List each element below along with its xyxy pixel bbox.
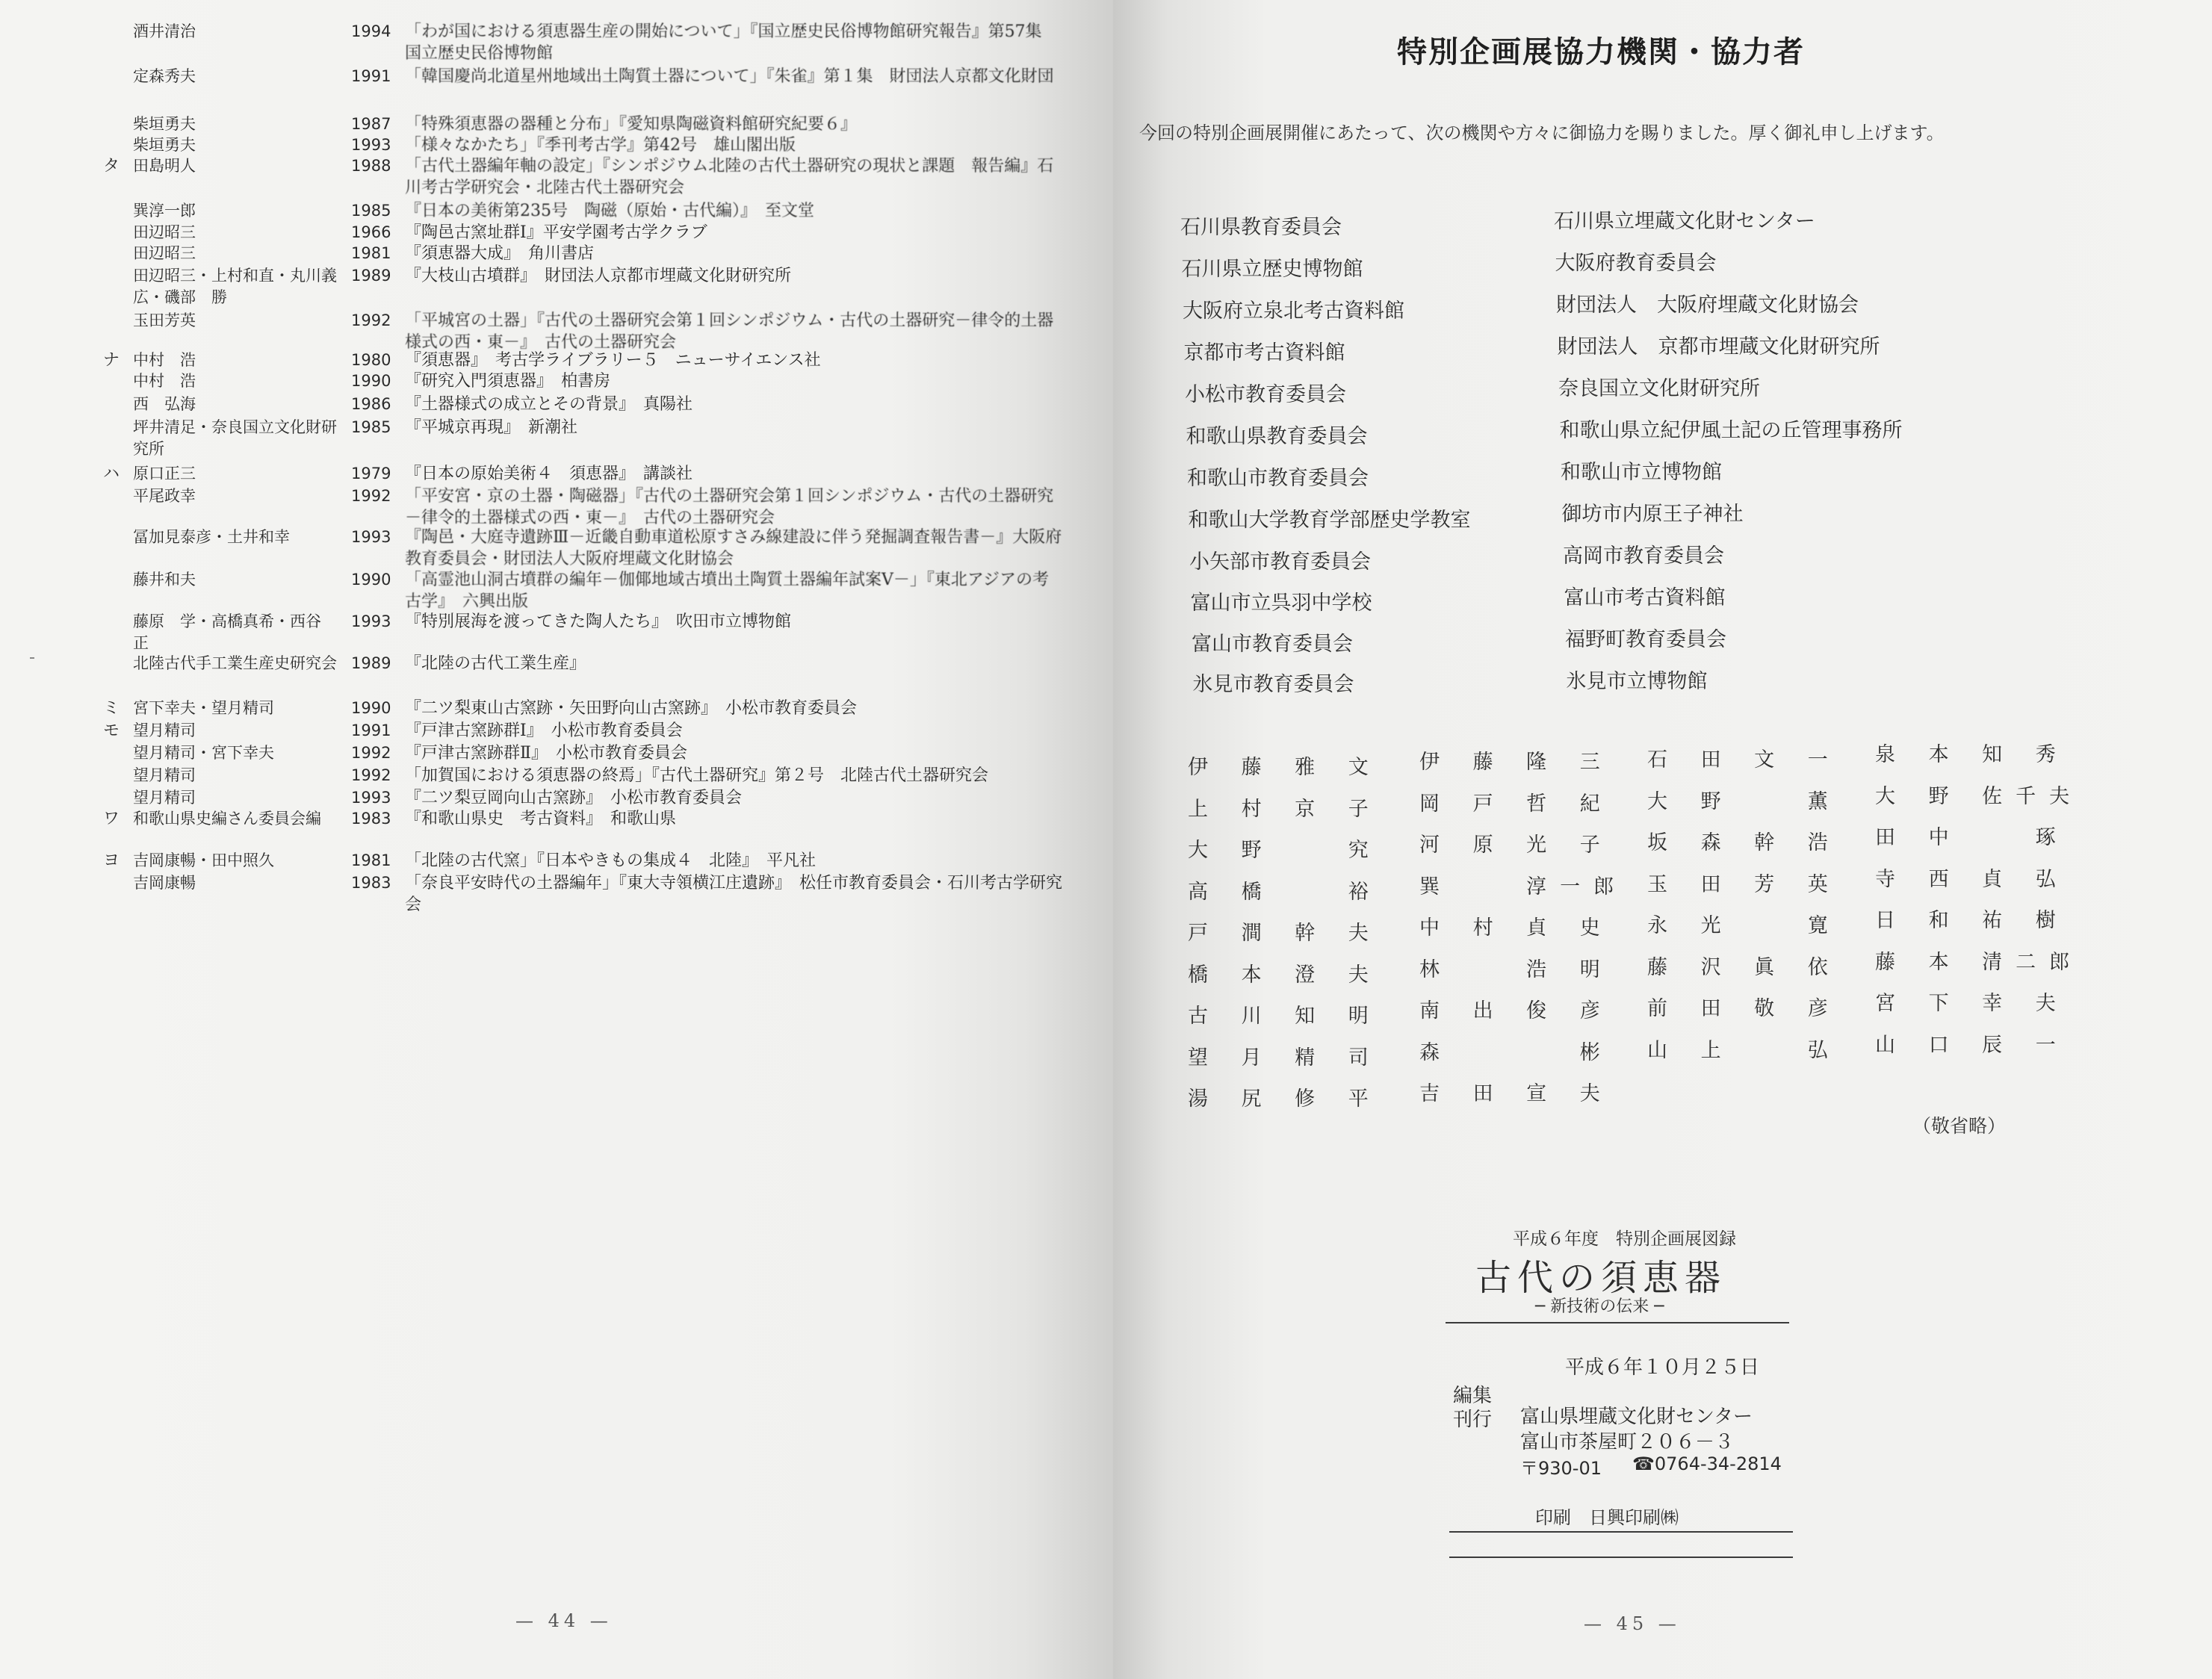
reference-author: 玉田芳英 [133, 311, 196, 329]
reference-index-kana: モ [103, 721, 120, 740]
reference-title: 『陶邑・大庭寺遺跡Ⅲ－近畿自動車道松原すさみ線建設に伴う発掘調査報告書－』大阪府教育委員会・財団法人大阪府埋蔵文化財協会 [405, 528, 1062, 568]
reference-index-kana: ナ [103, 351, 120, 370]
reference-title: 『北陸の古代工業生産』 [405, 654, 586, 673]
organization-name: 高岡市教育委員会 [1563, 544, 1724, 568]
reference-title: 「加賀国における須恵器の終焉」『古代土器研究』第２号 北陸古代土器研究会 [405, 766, 989, 785]
contributor-name: 戸 澗 幹 夫 [1188, 922, 1382, 945]
reference-author: 吉岡康暢・田中照久 [133, 851, 274, 869]
organization-name: 和歌山市教育委員会 [1187, 467, 1369, 490]
reference-author: 柴垣勇夫 [133, 136, 196, 154]
contributor-name: 田 中 琢 [1875, 826, 2069, 849]
reference-title: 『土器様式の成立とその背景』 真陽社 [405, 395, 693, 414]
reference-title: 「平城宮の土器」『古代の土器研究会第１回シンポジウム・古代の土器研究－律令的土器様式の西・東－』 古代の土器研究会 [405, 311, 1054, 352]
reference-year: 1989 [351, 267, 391, 285]
reference-author: 中村 浩 [133, 372, 196, 390]
contributor-name: 河 原 光 子 [1419, 834, 1614, 857]
reference-author: 柴垣勇夫 [133, 115, 196, 133]
reference-year: 1990 [351, 699, 391, 717]
contributor-name: 寺 西 貞 弘 [1875, 867, 2069, 891]
contributor-name: 望 月 精 司 [1188, 1046, 1382, 1070]
organization-name: 財団法人 大阪府埋蔵文化財協会 [1556, 294, 1859, 317]
organization-name: 富山市立呉羽中学校 [1190, 592, 1372, 615]
colophon-date: 平成６年１０月２５日 [1565, 1356, 1760, 1379]
contributor-name: 坂 森 幹 浩 [1647, 831, 1841, 854]
reference-year: 1993 [351, 528, 391, 546]
colophon-title: 古代の須恵器 [1475, 1257, 1727, 1299]
page-mark [30, 657, 34, 659]
reference-index-kana: ミ [103, 699, 120, 718]
page-number-right: — 45 — [1584, 1613, 1681, 1634]
contributor-name: 湯 尻 修 平 [1188, 1087, 1382, 1111]
reference-year: 1986 [351, 395, 391, 413]
reference-year: 1988 [351, 157, 391, 175]
reference-author: 望月精司 [133, 721, 196, 739]
colophon-label-edit: 編集 [1453, 1385, 1493, 1407]
contributor-name: 上 村 京 子 [1188, 797, 1382, 821]
reference-title: 『陶邑古窯址群Ⅰ』平安学園考古学クラブ [405, 223, 707, 242]
contributor-name: 巽 淳一郎 [1419, 875, 1628, 899]
reference-title: 『和歌山県史 考古資料』 和歌山県 [405, 810, 677, 828]
colophon-series: 平成６年度 特別企画展図録 [1513, 1229, 1736, 1249]
contributor-name: 藤 沢 眞 依 [1647, 955, 1841, 979]
colophon-rule [1449, 1557, 1793, 1558]
reference-year: 1993 [351, 136, 391, 154]
organization-name: 石川県教育委員会 [1180, 216, 1342, 239]
contributor-name: 林 浩 明 [1419, 958, 1614, 981]
reference-author: 西 弘海 [133, 395, 196, 413]
contributor-name: 大 野 究 [1188, 839, 1382, 862]
organization-name: 御坊市内原王子神社 [1561, 503, 1744, 526]
reference-year: 1992 [351, 766, 391, 784]
reference-author: 平尾政幸 [133, 487, 196, 505]
reference-author: 望月精司 [133, 766, 196, 784]
reference-author: 田辺昭三・上村和直・丸川義広・磯部 勝 [133, 267, 337, 306]
reference-author: 望月精司・宮下幸夫 [133, 744, 274, 762]
colophon-rule [1449, 1531, 1793, 1533]
reference-title: 「韓国慶尚北道星州地域出土陶質土器について」『朱雀』第１集 財団法人京都文化財団 [405, 67, 1054, 86]
reference-year: 1985 [351, 418, 391, 436]
reference-title: 「古代土器編年軸の設定」『シンポジウム北陸の古代土器研究の現状と課題 報告編』石川考古学研究会・北陸古代土器研究会 [405, 157, 1054, 197]
reference-year: 1979 [351, 465, 391, 482]
reference-author: 中村 浩 [133, 351, 196, 369]
contributor-name: 橋 本 澄 夫 [1188, 963, 1382, 987]
organization-name: 小矢部市教育委員会 [1189, 550, 1371, 574]
reference-index-kana: ワ [103, 810, 120, 828]
colophon-address: 富山市茶屋町２０６－３ [1520, 1431, 1735, 1453]
reference-author: 定森秀夫 [133, 67, 196, 85]
omitted-honorifics-note: （敬省略） [1912, 1115, 2007, 1137]
reference-year: 1991 [351, 67, 391, 85]
reference-year: 1983 [351, 810, 391, 828]
contributor-name: 吉 田 宣 夫 [1419, 1082, 1614, 1105]
contributor-name: 高 橋 裕 [1188, 880, 1382, 904]
reference-year: 1985 [351, 202, 391, 220]
colophon-rule [1446, 1322, 1789, 1323]
organization-name: 大阪府教育委員会 [1555, 252, 1717, 275]
contributor-name: 宮 下 幸 夫 [1875, 992, 2069, 1015]
contributor-name: 古 川 知 明 [1188, 1005, 1382, 1028]
reference-year: 1993 [351, 789, 391, 807]
reference-year: 1990 [351, 372, 391, 390]
reference-index-kana: タ [103, 157, 120, 176]
contributor-name: 藤 本 清二郎 [1875, 950, 2084, 974]
contributor-name: 岡 戸 哲 紀 [1419, 792, 1614, 816]
reference-title: 『戸津古窯跡群Ⅱ』 小松市教育委員会 [405, 744, 687, 763]
contributor-name: 伊 藤 雅 文 [1188, 756, 1382, 779]
reference-title: 『特別展海を渡ってきた陶人たち』 吹田市立博物館 [405, 612, 792, 631]
contributor-name: 前 田 敬 彦 [1647, 997, 1841, 1020]
reference-title: 『日本の原始美術４ 須恵器』 講談社 [405, 465, 693, 483]
reference-author: 藤井和夫 [133, 571, 196, 589]
contributor-name: 泉 本 知 秀 [1875, 743, 2069, 766]
reference-year: 1966 [351, 223, 391, 241]
reference-year: 1992 [351, 311, 391, 329]
page-number-left: — 44 — [515, 1610, 613, 1631]
reference-title: 「様々なかたち」『季刊考古学』第42号 雄山閣出版 [405, 136, 796, 155]
contributor-name: 大 野 佐千夫 [1875, 784, 2084, 808]
reference-year: 1992 [351, 744, 391, 762]
reference-title: 『日本の美術第235号 陶磁（原始・古代編）』 至文堂 [405, 202, 814, 220]
reference-author: 望月精司 [133, 789, 196, 807]
organization-name: 京都市考古資料館 [1183, 341, 1345, 364]
organization-name: 和歌山県教育委員会 [1186, 425, 1368, 448]
reference-author: 吉岡康暢 [133, 874, 196, 892]
reference-title: 『研究入門須恵器』 柏書房 [405, 372, 611, 391]
reference-year: 1990 [351, 571, 391, 589]
reference-author: 酒井清治 [133, 22, 196, 40]
organization-name: 小松市教育委員会 [1185, 383, 1346, 406]
organization-name: 石川県立歴史博物館 [1181, 258, 1363, 281]
page-heading: 特別企画展協力機関・協力者 [1397, 35, 1805, 69]
organization-name: 奈良国立文化財研究所 [1558, 377, 1760, 400]
contributor-name: 大 野 薫 [1647, 789, 1841, 813]
reference-index-kana: ハ [103, 465, 120, 483]
organization-name: 大阪府立泉北考古資料館 [1183, 300, 1404, 323]
organization-name: 氷見市教育委員会 [1192, 673, 1354, 696]
reference-title: 『大枝山古墳群』 財団法人京都市埋蔵文化財研究所 [405, 267, 792, 285]
organization-name: 財団法人 京都市埋蔵文化財研究所 [1557, 335, 1880, 359]
reference-title: 「平安宮・京の土器・陶磁器」『古代の土器研究会第１回シンポジウム・古代の土器研究－律令的土器様式の西・東－』 古代の土器研究会 [405, 487, 1054, 527]
reference-title: 『戸津古窯跡群Ⅰ』 小松市教育委員会 [405, 721, 683, 740]
contributor-name: 玉 田 芳 英 [1647, 872, 1841, 896]
contributor-name: 石 田 文 一 [1647, 748, 1841, 772]
reference-year: 1994 [351, 22, 391, 40]
reference-author: 田島明人 [133, 157, 196, 175]
reference-title: 「奈良平安時代の土器編年」『東大寺領横江庄遺跡』 松任市教育委員会・石川考古学研究会 [405, 874, 1063, 914]
colophon-subtitle: ─ 新技術の伝来 ─ [1535, 1297, 1664, 1316]
reference-title: 『須恵器』 考古学ライブラリー５ ニューサイエンス社 [405, 351, 821, 370]
reference-year: 1992 [351, 487, 391, 505]
reference-author: 巽淳一郎 [133, 202, 196, 220]
contributor-name: 中 村 貞 史 [1419, 916, 1614, 940]
colophon-printer: 印刷 日興印刷㈱ [1535, 1507, 1679, 1528]
reference-title: 『須恵器大成』 角川書店 [405, 244, 595, 263]
reference-title: 「北陸の古代窯」『日本やきもの集成４ 北陸』 平凡社 [405, 851, 817, 870]
organization-name: 和歌山県立紀伊風土記の丘管理事務所 [1559, 419, 1903, 442]
reference-author: 和歌山県史編さん委員会編 [133, 810, 321, 828]
reference-year: 1989 [351, 654, 391, 672]
reference-year: 1991 [351, 721, 391, 739]
reference-author: 宮下幸夫・望月精司 [133, 699, 274, 717]
contributor-name: 伊 藤 隆 三 [1419, 751, 1614, 774]
reference-title: 「わが国における須恵器生産の開始について」『国立歴史民俗博物館研究報告』第57集 国立歴史民俗博物館 [405, 22, 1059, 63]
reference-author: 藤原 学・高橋真希・西谷 正 [133, 612, 337, 652]
reference-title: 『二ツ梨東山古窯跡・矢田野向山古窯跡』 小松市教育委員会 [405, 699, 858, 718]
reference-year: 1981 [351, 244, 391, 262]
contributor-name: 日 和 祐 樹 [1875, 909, 2069, 932]
colophon-label-publish: 刊行 [1453, 1409, 1493, 1431]
organization-name: 氷見市立博物館 [1566, 670, 1708, 693]
organization-name: 福野町教育委員会 [1565, 628, 1726, 651]
organization-name: 和歌山大学教育学部歴史学教室 [1188, 509, 1471, 532]
organization-name: 富山市教育委員会 [1192, 633, 1353, 656]
reference-author: 北陸古代手工業生産史研究会 [133, 654, 337, 672]
reference-author: 田辺昭三 [133, 223, 196, 241]
colophon-phone: ☎0764-34-2814 [1632, 1453, 1782, 1474]
reference-title: 「高霊池山洞古墳群の編年－伽倻地域古墳出土陶質土器編年試案Ⅴ－」『東北アジアの考古学』 六興出版 [405, 571, 1050, 611]
reference-title: 「特殊須恵器の器種と分布」『愛知県陶磁資料館研究紀要６』 [405, 115, 858, 134]
organization-name: 富山市考古資料館 [1564, 586, 1726, 609]
reference-year: 1980 [351, 351, 391, 369]
contributor-name: 南 出 俊 彦 [1419, 999, 1614, 1022]
reference-author: 冨加見泰彦・土井和幸 [133, 528, 290, 546]
reference-year: 1981 [351, 851, 391, 869]
organization-name: 和歌山市立博物館 [1561, 461, 1722, 484]
reference-title: 『二ツ梨豆岡向山古窯跡』 小松市教育委員会 [405, 789, 743, 807]
contributor-name: 山 口 辰 一 [1875, 1033, 2069, 1057]
reference-index-kana: ヨ [103, 851, 120, 870]
reference-title: 『平城京再現』 新潮社 [405, 418, 578, 437]
contributor-name: 山 上 弘 [1647, 1038, 1841, 1062]
reference-author: 原口正三 [133, 465, 196, 482]
colophon-postal: 〒930-01 [1520, 1458, 1602, 1479]
contributor-name: 永 光 寛 [1647, 914, 1841, 937]
colophon-publisher: 富山県埋蔵文化財センター [1520, 1406, 1753, 1428]
reference-year: 1987 [351, 115, 391, 133]
contributor-name: 森 彬 [1419, 1040, 1614, 1064]
reference-author: 田辺昭三 [133, 244, 196, 262]
reference-year: 1993 [351, 612, 391, 630]
reference-year: 1983 [351, 874, 391, 892]
reference-author: 坪井清足・奈良国立文化財研究所 [133, 418, 337, 458]
intro-text: 今回の特別企画展開催にあたって、次の機関や方々に御協力を賜りました。厚く御礼申し上げます。 [1139, 122, 1945, 143]
organization-name: 石川県立埋蔵文化財センター [1554, 210, 1815, 233]
